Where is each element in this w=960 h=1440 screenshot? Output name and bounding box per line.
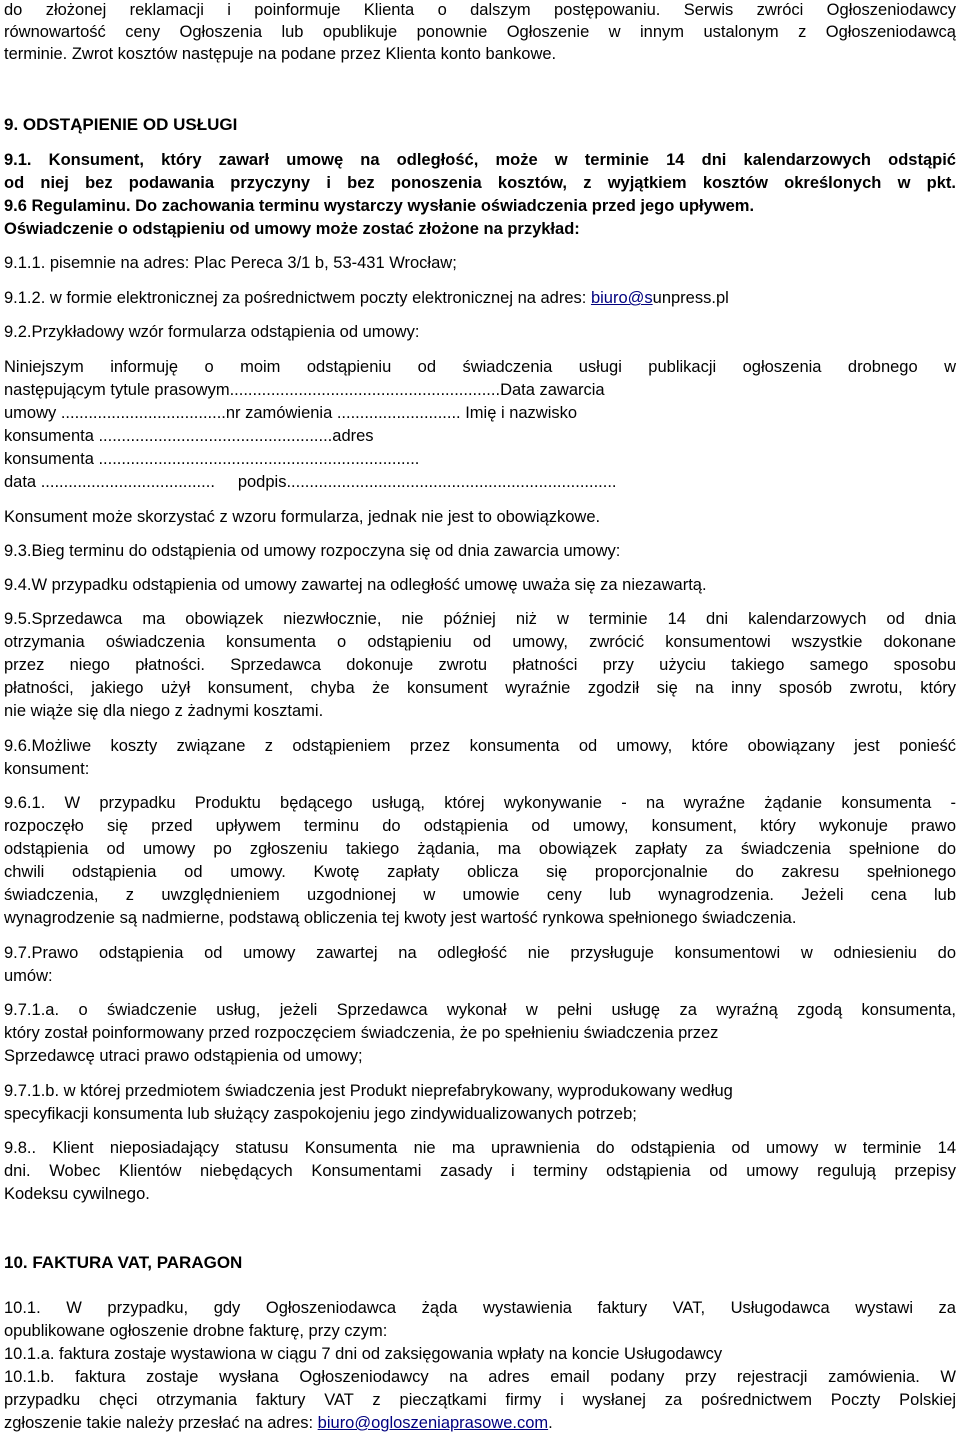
- form-template-line: konsumenta ......................................................................: [4, 450, 420, 468]
- clause-10-line: 10.1.b. faktura zostaje wysłana Ogłoszeniodawcy na adres email podany przy rejestracji zamówienia. W: [4, 1368, 956, 1386]
- clause-9-8-line: 9.8.. Klient nieposiadający statusu Konsumenta nie ma uprawnienia do odstąpienia od umowy w terminie 14: [4, 1139, 956, 1157]
- form-template-line: umowy ....................................nr zamówienia ........................... Imię i nazwisko: [4, 404, 578, 422]
- clause-9-6-1-line: wynagrodzenie są nadmierne, podstawą obliczenia tej kwoty jest wartość rynkowa spełnionego świadczenia.: [4, 909, 797, 927]
- clause-9-5-line: 9.5.Sprzedawca ma obowiązek niezwłocznie, nie później niż w terminie 14 dni kalendarzowych od dnia: [4, 610, 956, 628]
- clause-9-6-line: 9.6.Możliwe koszty związane z odstąpieniem przez konsumenta od umowy, które obowiązany jest ponieść: [4, 737, 956, 755]
- clause-9-5-line: płatności, jakiego użył konsument, chyba że konsument wyraźnie zgodził się na inny sposób zwrotu, który: [4, 679, 956, 697]
- clause-9-7-line: 9.7.Prawo odstąpienia od umowy zawartej na odległość nie przysługuje konsumentowi w odniesieniu do: [4, 944, 956, 962]
- clause-9-1-line: od niej bez podawania przyczyny i bez ponoszenia kosztów, z wyjątkiem kosztów określonych w pkt.: [4, 174, 956, 192]
- clause-9-5-line: przez niego płatności. Sprzedawca dokonuje zwrotu płatności przy użyciu takiego samego sposobu: [4, 656, 956, 674]
- form-template-line: następującym tytule prasowym...........................................................Data zawarcia: [4, 381, 605, 399]
- clause-9-8-line: dni. Wobec Klientów niebędących Konsumentami zasady i terminy odstąpienia od umowy regulują przepisy: [4, 1162, 956, 1180]
- form-template-line: konsumenta ...................................................adres: [4, 427, 374, 445]
- clause-9-7-1-b-line: specyfikacji konsumenta lub służący zaspokojeniu jego zindywidualizowanych potrzeb;: [4, 1105, 637, 1123]
- clause-9-1-2: [4, 288, 729, 308]
- form-template-line: Niniejszym informuję o moim odstąpieniu od świadczenia usługi publikacji ogłoszenia drobnego w: [4, 358, 956, 376]
- paragraph-line: do złożonej reklamacji i poinformuje Klienta o dalszym postępowaniu. Serwis zwróci Ogłoszeniodawcy: [4, 1, 956, 19]
- clause-9-1-line: 9.6 Regulaminu. Do zachowania terminu wystarczy wysłanie oświadczenia przed jego upływem.: [4, 197, 755, 215]
- clause-9-1-line: 9.1. Konsument, który zawarł umowę na odległość, może w terminie 14 dni kalendarzowych odstąpić: [4, 151, 956, 169]
- clause-9-3: 9.3.Bieg terminu do odstąpienia od umowy rozpoczyna się od dnia zawarcia umowy:: [4, 542, 621, 560]
- clause-9-5-line: nie wiąże się dla niego z żadnymi kosztami.: [4, 702, 324, 720]
- clause-10-last-end: .: [548, 1414, 553, 1432]
- clause-9-1-1: 9.1.1. pisemnie na adres: Plac Pereca 3/1 b, 53-431 Wrocław;: [4, 254, 457, 272]
- section-10-heading: 10. FAKTURA VAT, PARAGON: [4, 1253, 243, 1272]
- clause-10-last-line: [4, 1413, 553, 1433]
- clause-9-7-line: umów:: [4, 967, 53, 985]
- clause-9-7-1-b-line: 9.7.1.b. w której przedmiotem świadczenia jest Produkt nieprefabrykowany, wyprodukowany według: [4, 1082, 733, 1100]
- form-template-line: data ...................................... podpis........................................................................: [4, 473, 617, 491]
- clause-10-line: opublikowane ogłoszenie drobne fakturę, przy czym:: [4, 1322, 388, 1340]
- email-rest: unpress.pl: [652, 289, 729, 307]
- clause-10-line: 10.1. W przypadku, gdy Ogłoszeniodawca żąda wystawienia faktury VAT, Usługodawca wystawi za: [4, 1299, 956, 1317]
- invoice-email-link[interactable]: biuro@ogloszeniaprasowe.com: [317, 1414, 549, 1432]
- clause-9-1-line: Oświadczenie o odstąpieniu od umowy może zostać złożone na przykład:: [4, 220, 580, 238]
- clause-10-line: 10.1.a. faktura zostaje wystawiona w ciągu 7 dni od zaksięgowania wpłaty na koncie Usługodawcy: [4, 1345, 723, 1363]
- clause-9-6-1-line: odstąpienia od umowy po zgłoszeniu takiego żądania, ma obowiązek zapłaty za świadczenia spełnione do: [4, 840, 956, 858]
- clause-9-6-1-line: chwili odstąpienia od umowy. Kwotę zapłaty oblicza się proporcjonalnie do zakresu spełnionego: [4, 863, 956, 881]
- paragraph-line: terminie. Zwrot kosztów następuje na podane przez Klienta konto bankowe.: [4, 45, 557, 63]
- clause-9-7-1-a-line: 9.7.1.a. o świadczenie usług, jeżeli Sprzedawca wykonał w pełni usługę za wyraźną zgodą konsumenta,: [4, 1001, 956, 1019]
- clause-9-6-1-line: 9.6.1. W przypadku Produktu będącego usługą, której wykonywanie - na wyraźne żądanie konsumenta -: [4, 794, 956, 812]
- clause-9-6-line: konsument:: [4, 760, 90, 778]
- clause-9-4: 9.4.W przypadku odstąpienia od umowy zawartej na odległość umowę uważa się za niezawartą.: [4, 576, 707, 594]
- clause-9-8-line: Kodeksu cywilnego.: [4, 1185, 150, 1203]
- clause-10-line: przypadku chęci otrzymania faktury VAT z pieczątkami firmy i wysłanej za pośrednictwem Poczty Polskiej: [4, 1391, 956, 1409]
- email-link[interactable]: biuro@s: [590, 289, 653, 307]
- clause-9-7-1-a-line: Sprzedawcę utraci prawo odstąpienia od umowy;: [4, 1047, 363, 1065]
- clause-9-5-line: otrzymania oświadczenia konsumenta o odstąpieniu od umowy, zwrócić konsumentowi wszystkie dokonane: [4, 633, 956, 651]
- clause-9-1-2-text: 9.1.2. w formie elektronicznej za pośrednictwem poczty elektronicznej na adres:: [4, 289, 591, 307]
- clause-9-2: 9.2.Przykładowy wzór formularza odstąpienia od umowy:: [4, 323, 420, 341]
- form-note: Konsument może skorzystać z wzoru formularza, jednak nie jest to obowiązkowe.: [4, 508, 601, 526]
- clause-10-last-text: zgłoszenie takie należy przesłać na adres:: [4, 1414, 318, 1432]
- clause-9-7-1-a-line: który został poinformowany przed rozpoczęciem świadczenia, że po spełnieniu świadczenia przez: [4, 1024, 719, 1042]
- clause-9-6-1-line: świadczenia, z uwzględnieniem uzgodnionej w umowie ceny lub wynagrodzenia. Jeżeli cena lub: [4, 886, 956, 904]
- clause-9-6-1-line: rozpoczęło się przed upływem terminu do odstąpienia od umowy, konsument, który wykonuje prawo: [4, 817, 956, 835]
- section-9-heading: 9. ODSTĄPIENIE OD USŁUGI: [4, 115, 238, 134]
- paragraph-line: równowartość ceny Ogłoszenia lub opublikuje ponownie Ogłoszenie w innym ustalonym z Ogłoszeniodawcą: [4, 23, 956, 41]
